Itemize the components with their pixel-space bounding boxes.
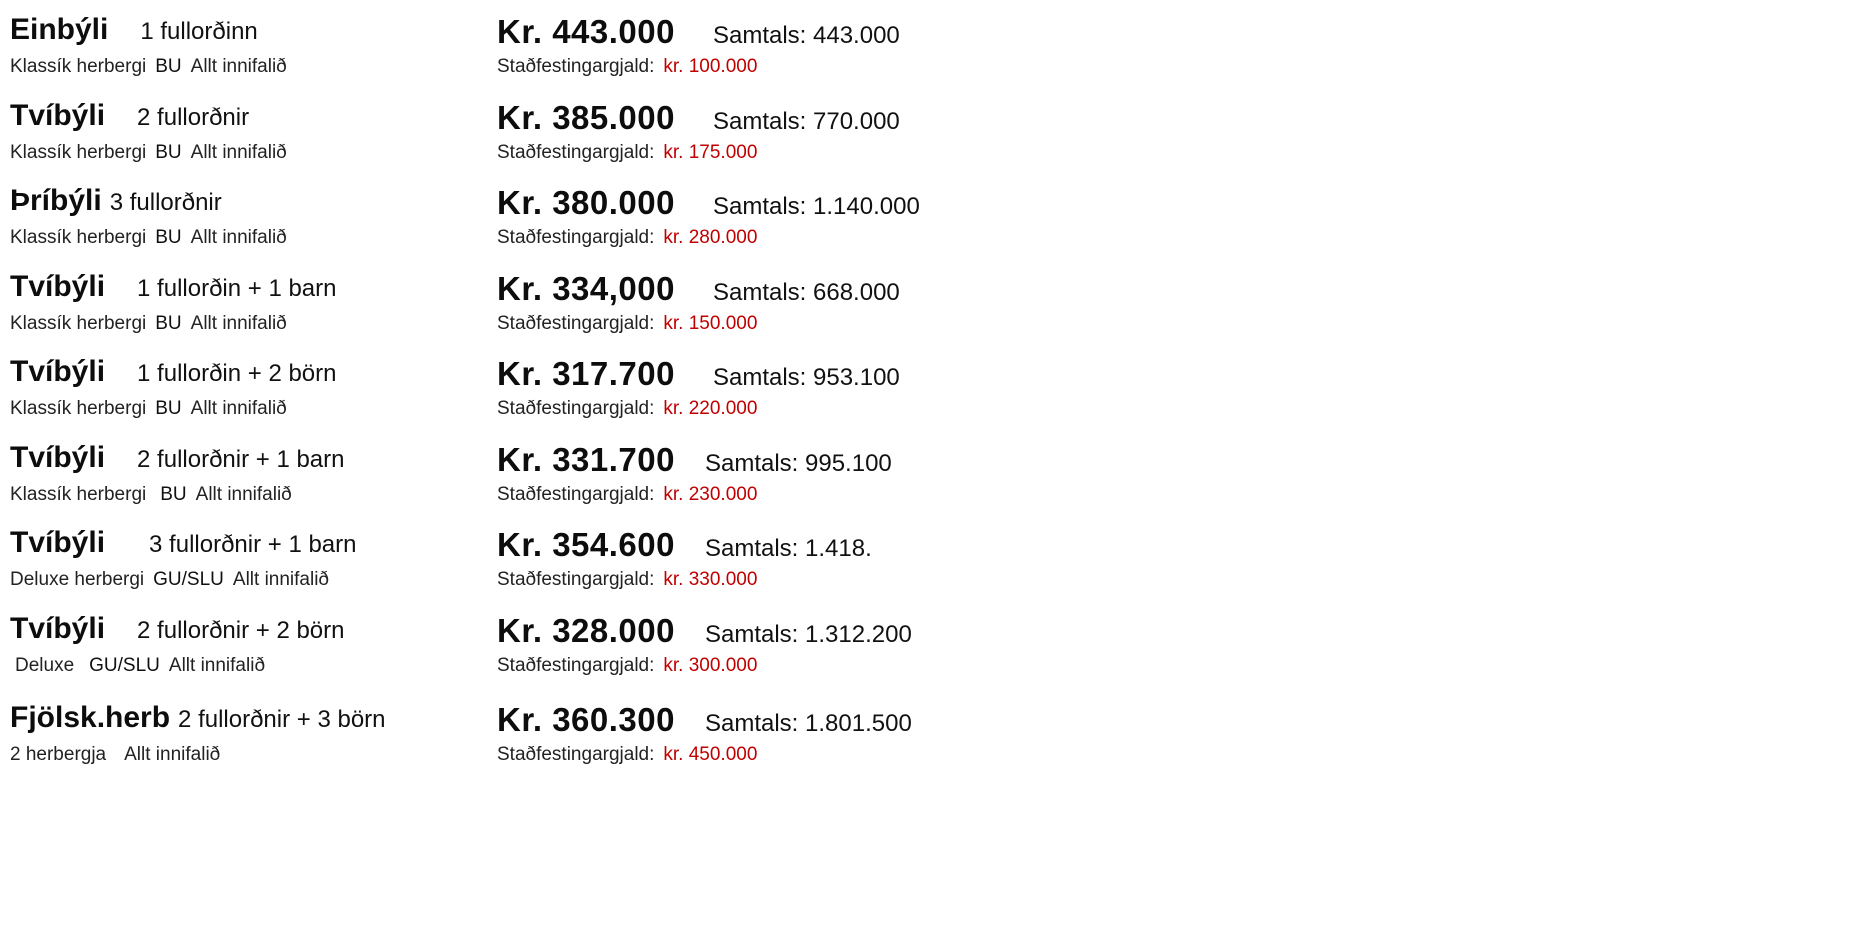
price-info — [497, 270, 1097, 336]
price-info — [497, 526, 1097, 592]
price-row — [10, 99, 1210, 185]
total-price: Samtals: 953.100 — [712, 364, 900, 391]
occupancy: 3 fullorðnir + 1 barn — [149, 531, 357, 558]
price-row — [10, 270, 1210, 356]
deposit-value: kr. 150.000 — [663, 312, 758, 334]
room-type: Tvíbýli — [10, 269, 106, 303]
inclusion: Allt innifalið — [124, 744, 221, 765]
room-class: Klassík herbergi — [10, 312, 147, 334]
price-row — [10, 184, 1210, 270]
deposit-label: Staðfestingargjald: — [497, 569, 655, 590]
inclusion: Allt innifalið — [190, 227, 287, 248]
room-type: Fjölsk.herb — [10, 701, 171, 734]
deposit-value: kr. 300.000 — [663, 654, 758, 676]
deposit-value: kr. 280.000 — [663, 227, 758, 248]
room-class: 2 herbergja — [10, 744, 107, 765]
room-type: Einbýli — [10, 13, 109, 46]
total-price: Samtals: 770.000 — [712, 107, 900, 135]
price-row — [10, 355, 1210, 441]
occupancy: 1 fullorðinn — [140, 18, 258, 45]
room-info — [10, 701, 490, 767]
room-info — [10, 441, 490, 507]
room-info — [10, 612, 490, 678]
inclusion: Allt innifalið — [168, 654, 266, 676]
deposit-label: Staðfestingargjald: — [497, 312, 655, 334]
price-info — [497, 355, 1097, 421]
deposit-value: kr. 230.000 — [663, 483, 758, 505]
room-class: Klassík herbergi — [10, 56, 147, 77]
price-info — [497, 13, 1097, 79]
deposit-label: Staðfestingargjald: — [497, 56, 655, 77]
price-per-person: Kr. 317.700 — [497, 355, 675, 392]
room-info — [10, 99, 490, 165]
room-type: Tvíbýli — [10, 440, 106, 474]
total-price: Samtals: 1.140.000 — [712, 193, 920, 220]
room-type: Tvíbýli — [10, 611, 106, 645]
price-row — [10, 441, 1210, 527]
total-price: Samtals: 1.801.500 — [704, 710, 912, 737]
inclusion: Allt innifalið — [195, 483, 292, 505]
inclusion: Allt innifalið — [232, 569, 329, 590]
total-price: Samtals: 995.100 — [704, 449, 892, 477]
room-type: Þríbýli — [10, 184, 102, 217]
room-info — [10, 526, 490, 592]
inclusion: Allt innifalið — [190, 312, 287, 334]
total-price: Samtals: 668.000 — [712, 278, 900, 306]
deposit-label: Staðfestingargjald: — [497, 141, 655, 163]
deposit-label: Staðfestingargjald: — [497, 398, 655, 419]
occupancy: 2 fullorðnir + 1 barn — [137, 445, 345, 473]
price-per-person: Kr. 443.000 — [497, 13, 675, 50]
price-info — [497, 441, 1097, 507]
room-code: GU/SLU — [153, 569, 224, 590]
price-info — [497, 612, 1097, 678]
room-type: Tvíbýli — [10, 355, 106, 388]
occupancy: 2 fullorðnir + 3 börn — [178, 706, 386, 733]
occupancy: 1 fullorðin + 1 barn — [137, 274, 337, 302]
inclusion: Allt innifalið — [190, 56, 287, 77]
inclusion: Allt innifalið — [190, 398, 287, 419]
room-info — [10, 270, 490, 336]
room-type: Tvíbýli — [10, 98, 106, 132]
deposit-value: kr. 100.000 — [663, 56, 758, 77]
total-price: Samtals: 1.312.200 — [704, 620, 912, 648]
price-per-person: Kr. 334,000 — [497, 269, 675, 307]
price-row — [10, 526, 1210, 612]
price-per-person: Kr. 380.000 — [497, 184, 675, 221]
room-code: BU — [155, 227, 182, 248]
room-code: GU/SLU — [89, 654, 160, 676]
deposit-value: kr. 450.000 — [663, 744, 758, 765]
price-info — [497, 184, 1097, 250]
total-price: Samtals: 1.418. — [704, 535, 872, 562]
room-class: Klassík herbergi — [10, 227, 147, 248]
room-code: BU — [155, 56, 182, 77]
room-code: BU — [155, 398, 182, 419]
deposit-value: kr. 220.000 — [663, 398, 758, 419]
price-per-person: Kr. 360.300 — [497, 701, 675, 738]
room-type: Tvíbýli — [10, 526, 106, 559]
price-per-person: Kr. 385.000 — [497, 98, 675, 136]
room-code: BU — [155, 141, 182, 163]
deposit-label: Staðfestingargjald: — [497, 654, 655, 676]
price-per-person: Kr. 354.600 — [497, 526, 675, 563]
deposit-value: kr. 175.000 — [663, 141, 758, 163]
price-row — [10, 701, 1210, 787]
price-per-person: Kr. 331.700 — [497, 440, 675, 478]
price-info — [497, 99, 1097, 165]
deposit-label: Staðfestingargjald: — [497, 227, 655, 248]
price-row — [10, 13, 1210, 99]
price-per-person: Kr. 328.000 — [497, 611, 675, 649]
room-class: Klassík herbergi — [10, 141, 147, 163]
room-class: Klassík herbergi — [10, 483, 147, 505]
inclusion: Allt innifalið — [190, 141, 287, 163]
total-price: Samtals: 443.000 — [712, 22, 900, 49]
occupancy: 2 fullorðnir + 2 börn — [137, 616, 345, 644]
room-info — [10, 184, 490, 250]
room-code: BU — [155, 312, 182, 334]
deposit-label: Staðfestingargjald: — [497, 483, 655, 505]
occupancy: 1 fullorðin + 2 börn — [137, 360, 337, 387]
room-class: Deluxe herbergi — [10, 569, 145, 590]
room-class: Deluxe — [15, 654, 75, 676]
occupancy: 3 fullorðnir — [109, 189, 222, 216]
room-info — [10, 13, 490, 79]
price-info — [497, 701, 1097, 767]
occupancy: 2 fullorðnir — [137, 103, 250, 131]
room-info — [10, 355, 490, 421]
room-code: BU — [160, 483, 187, 505]
deposit-label: Staðfestingargjald: — [497, 744, 655, 765]
price-row — [10, 612, 1210, 698]
price-list — [10, 13, 1210, 787]
room-class: Klassík herbergi — [10, 398, 147, 419]
deposit-value: kr. 330.000 — [663, 569, 758, 590]
